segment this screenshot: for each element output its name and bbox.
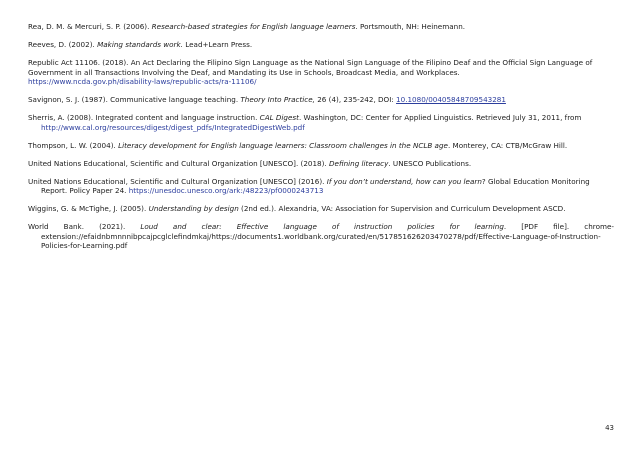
reference-text: . [PDF file]. chrome-extension://efaidnbmnnnibpcajpcglclefindmkaj/https://documents1.worldbank.org/curated/en/517851626203470278/pdf/Effective-Language-of-Instruction-Policies-for-Learning.pdf (41, 222, 614, 250)
reference-link[interactable]: https://www.ncda.gov.ph/disability-laws/republic-acts/ra-11106/ (28, 77, 257, 86)
reference-text: Reeves, D. (2002). (28, 40, 98, 49)
reference-text: Lead+Learn Press. (182, 40, 253, 49)
reference-entry-rea (28, 22, 614, 32)
page-number: 43 (605, 424, 614, 432)
reference-title: Research-based strategies for English language learners (151, 22, 356, 31)
reference-text: Savignon, S. J. (1987). Communicative language teaching. (28, 95, 241, 104)
reference-title: Literacy development for English language learners: Classroom challenges in the NCLB age (118, 140, 448, 150)
reference-text: ? Global Education Monitoring Report. Policy Paper 24. (41, 176, 590, 195)
reference-title: Theory Into Practice, (240, 95, 315, 104)
reference-entry-unesco-2018 (28, 159, 614, 169)
reference-text: . Portsmouth, NH: Heinemann. (355, 22, 466, 31)
reference-title: Defining literacy (329, 158, 389, 168)
reference-text: United Nations Educational, Scientific and Cultural Organization [UNESCO]. (2018). (28, 158, 329, 168)
reference-text: . Washington, DC: Center for Applied Linguistics. Retrieved July 31, 2011, from (298, 113, 582, 122)
reference-title: Understanding by design (148, 204, 239, 213)
reference-text: 26 (4), 235-242, DOI: (314, 95, 397, 104)
reference-text: . Monterey, CA: CTB/McGraw Hill. (447, 140, 568, 150)
reference-entry-republic-act (28, 58, 614, 87)
reference-text: Sherris, A. (2008). Integrated content and language instruction. (28, 113, 260, 122)
reference-title: Making standards work. (97, 40, 183, 49)
reference-text: (2nd ed.). Alexandria, VA: Association for Supervision and Curriculum Development ASCD. (238, 204, 566, 213)
reference-entry-savignon (28, 95, 614, 105)
reference-text: Wiggins, G. & McTighe, J. (2005). (28, 204, 149, 213)
reference-title: Loud and clear: Effective language of instruction policies for learning (140, 222, 504, 231)
reference-text: Republic Act 11106. (2018). An Act Declaring the Filipino Sign Language as the National Sign Language of the Filipino Deaf and the Official Sign Language of Government in all Transactions Involving the Deaf, and Mandating its Use in Schools, Broadcast Media, and Workplaces. (28, 58, 593, 77)
reference-entry-unesco-2016 (28, 177, 614, 196)
reference-title: CAL Digest (259, 113, 299, 122)
reference-text: Thompson, L. W. (2004). (28, 140, 119, 150)
reference-title: If you don’t understand, how can you learn (326, 176, 482, 186)
reference-text: . UNESCO Publications. (388, 158, 472, 168)
reference-text: World Bank. (2021). (28, 222, 141, 231)
reference-entry-sherris (28, 113, 614, 132)
reference-list (28, 22, 614, 259)
reference-entry-reeves (28, 40, 614, 50)
reference-entry-world-bank (28, 222, 614, 251)
reference-link[interactable]: http://www.cal.org/resources/digest/digest_pdfs/IntegratedDigestWeb.pdf (41, 122, 305, 132)
reference-entry-thompson (28, 141, 614, 151)
reference-entry-wiggins (28, 204, 614, 214)
reference-link[interactable]: https://unesdoc.unesco.org/ark:/48223/pf0000243713 (128, 186, 324, 195)
reference-doi-link[interactable]: 10.1080/00405848709543281 (396, 95, 506, 104)
reference-text: United Nations Educational, Scientific and Cultural Organization [UNESCO] (2016). (28, 176, 327, 186)
reference-text: Rea, D. M. & Mercuri, S. P. (2006). (28, 22, 152, 31)
